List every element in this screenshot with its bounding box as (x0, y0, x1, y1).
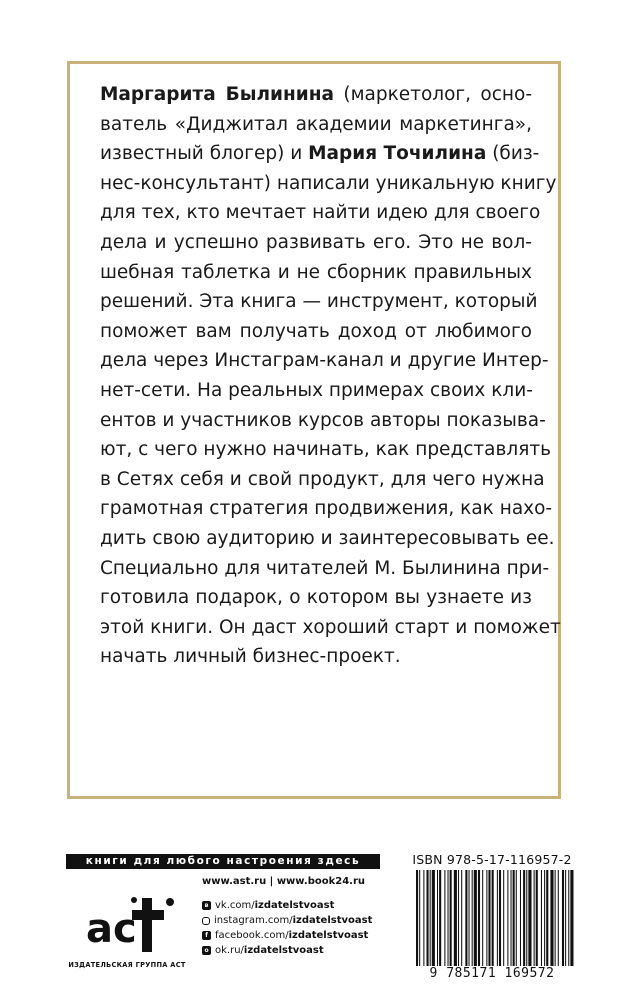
social-links (202, 898, 372, 958)
blurb-line: известный блогер) и Мария Точилина (биз- (100, 143, 540, 165)
blurb-line: Специально для читателей М. Былинина при- (100, 557, 550, 579)
blurb-line: дить свою аудиторию и заинтересовывать ее. (100, 527, 555, 549)
websites[interactable]: www.ast.ru | www.book24.ru (202, 876, 366, 887)
barcode-digits: 9 785171 169572 (429, 966, 555, 981)
blurb-line: грамотная стратегия продвижения, как нахо- (100, 498, 553, 520)
blurb-line: решений. Эта книга — инструмент, который (100, 291, 538, 313)
publisher-group-label: ИЗДАТЕЛЬСКАЯ ГРУППА АСТ (68, 961, 186, 969)
blurb-line: начать личный бизнес-проект. (100, 646, 401, 668)
ok-icon: о (202, 946, 211, 955)
social-link-vk[interactable]: в vk.com/ izdatelstvoast (202, 898, 372, 913)
blurb-line: ют, с чего нужно начинать, как представлять (100, 439, 552, 461)
book-blurb (100, 80, 561, 672)
blurb-line: дела и успешно развивать его. Это не вол- (100, 231, 532, 253)
author-name-1: Маргарита Былинина (100, 84, 334, 105)
isbn-label: ISBN 978-5-17-116957-2 (412, 852, 572, 867)
blurb-line: готовила подарок, о котором вы узнаете из (100, 587, 532, 609)
author-name-2: Мария Точилина (308, 143, 487, 165)
blurb-line: нес-консультант) написали уникальную книгу (100, 172, 557, 194)
blurb-line: дела через Инстаграм-канал и другие Интер- (100, 350, 549, 372)
social-link-instagram[interactable]: instagram.com/ izdatelstvoast (202, 913, 372, 928)
social-link-facebook[interactable]: f facebook.com/ izdatelstvoast (202, 928, 372, 943)
blurb-line: для тех, кто мечтает найти идею для своего (100, 202, 541, 224)
blurb-line: Маргарита Былинина (маркетолог, осно- (100, 84, 532, 105)
vk-icon: в (202, 901, 211, 910)
blurb-line: ентов и участников курсов авторы показыва- (100, 409, 546, 431)
blurb-line: ватель «Диджитал академии маркетинга», (100, 113, 532, 135)
ast-logo-icon (82, 880, 178, 960)
blurb-line: шебная таблетка и не сборник правильных (100, 261, 532, 283)
blurb-line: поможет вам получать доход от любимого (100, 320, 532, 342)
tagline-banner: книги для любого настроения здесь (66, 854, 380, 869)
svg-text:ac: ac (86, 906, 137, 952)
barcode-icon (414, 870, 574, 966)
social-link-ok[interactable]: о ok.ru/ izdatelstvoast (202, 943, 372, 958)
blurb-line: нет-сети. На реальных примерах своих кли- (100, 379, 533, 401)
blurb-line: в Сетях себя и свой продукт, для чего нужна (100, 468, 545, 490)
blurb-line: этой книги. Он даст хороший старт и поможет (100, 616, 561, 638)
instagram-icon (202, 917, 210, 925)
facebook-icon: f (202, 931, 211, 940)
